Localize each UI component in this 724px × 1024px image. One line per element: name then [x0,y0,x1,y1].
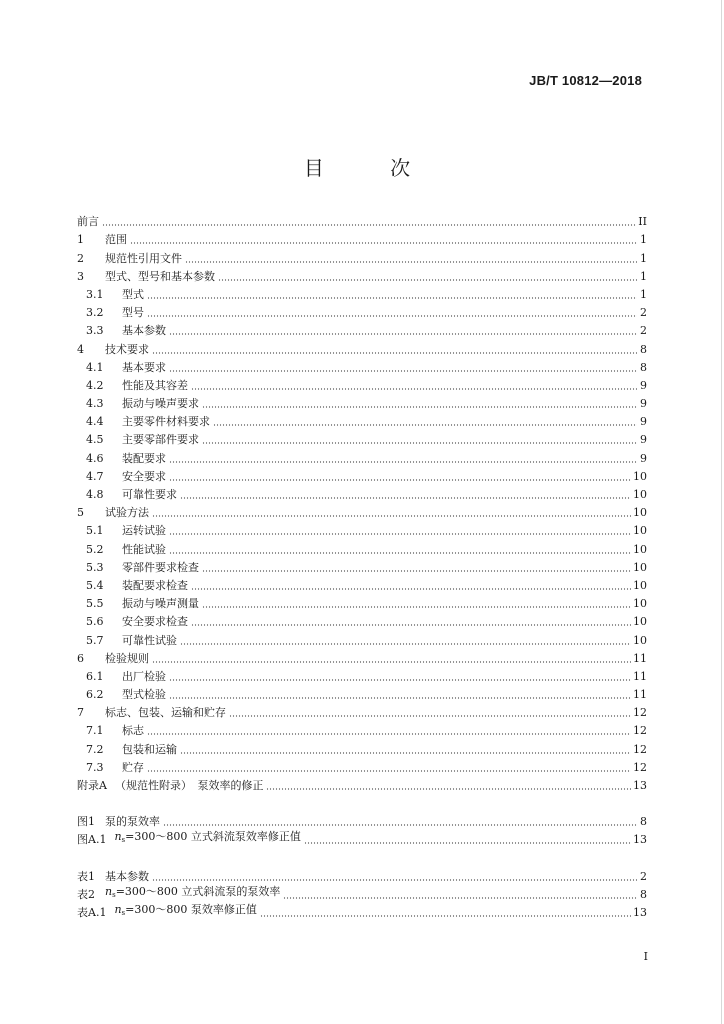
entry-number: 图A.1 [77,833,107,847]
entry-title: 振动与噪声测量 [122,597,199,611]
entry-title: 型式检验 [122,688,166,702]
toc-table-entries [77,864,647,919]
toc-entry[interactable] [77,374,647,392]
dot-leader [152,344,637,354]
entry-page-number: 2 [640,306,647,320]
entry-number: 1 [77,233,84,247]
table-entry[interactable] [77,883,647,901]
toc-entry[interactable] [77,446,647,464]
dot-leader [147,307,637,317]
standard-number: JB/T 10812—2018 [529,73,642,88]
entry-page-number: 11 [633,651,647,665]
entry-page-number: 1 [640,233,647,247]
entry-title [114,904,257,919]
toc-entry[interactable] [77,428,647,446]
toc-spacer [77,846,647,864]
entry-title-text: =300～800 立式斜流泵效率修正值 [125,830,301,844]
entry-title: 贮存 [122,760,144,774]
entry-page-number: 9 [640,378,647,392]
entry-title: 可靠性试验 [122,633,177,647]
entry-symbol: n [105,884,113,898]
entry-page-number: 10 [633,506,647,520]
toc-entry[interactable] [77,610,647,628]
toc-main-entries [77,210,647,792]
entry-page-number: 9 [640,397,647,411]
entry-page-number: 13 [633,905,647,919]
entry-page-number: 10 [633,633,647,647]
entry-page-number: II [638,215,647,229]
toc-entry[interactable] [77,337,647,355]
table-entry[interactable] [77,901,647,919]
entry-page-number: 10 [633,597,647,611]
toc-entry[interactable] [77,737,647,755]
entry-title: 装配要求检查 [122,578,188,592]
page-number: I [643,950,648,963]
dot-leader [191,616,631,626]
entry-page-number: 10 [633,524,647,538]
entry-page-number: 12 [633,760,647,774]
entry-title: 型式 [122,287,144,301]
toc-entry[interactable] [77,465,647,483]
entry-title: 范围 [105,233,127,247]
dot-leader [191,380,637,390]
entry-title: 型式、型号和基本参数 [105,269,215,283]
entry-title: 基本参数 [105,869,149,883]
entry-page-number: 9 [640,415,647,429]
toc-figure-entries [77,810,647,846]
entry-page-number: 12 [633,706,647,720]
dot-leader [180,744,631,754]
entry-title: 振动与噪声要求 [122,397,199,411]
dot-leader [147,289,637,299]
entry-title: 性能试验 [122,542,166,556]
dot-leader [152,507,631,517]
dot-leader [202,598,631,608]
dot-leader [130,234,637,244]
entry-number: 2 [77,251,84,265]
toc-entry[interactable] [77,319,647,337]
toc-entry[interactable] [77,774,647,792]
entry-page-number: 10 [633,578,647,592]
entry-number: 3.1 [86,287,104,301]
entry-page-number: 10 [633,469,647,483]
entry-symbol: n [114,830,122,844]
entry-title: 安全要求 [122,469,166,483]
entry-number: 4 [77,342,84,356]
entry-page-number: 10 [633,615,647,629]
entry-title: 前言 [77,215,99,229]
entry-title: 零部件要求检查 [122,560,199,574]
dot-leader [202,398,637,408]
entry-title: 主要零部件要求 [122,433,199,447]
entry-number: 4.1 [86,360,104,374]
entry-title: 技术要求 [105,342,149,356]
toc-entry[interactable] [77,719,647,737]
toc-entry[interactable] [77,392,647,410]
entry-number: 4.4 [86,415,104,429]
dot-leader [169,325,637,335]
entry-number: 5.5 [86,597,104,611]
dot-leader [169,525,631,535]
entry-page-number: 1 [640,269,647,283]
entry-number: 表1 [77,869,95,883]
entry-page-number: 12 [633,742,647,756]
dot-leader [169,671,631,681]
entry-title [114,831,301,846]
entry-title: 试验方法 [105,506,149,520]
entry-page-number: 8 [640,815,647,829]
dot-leader [180,635,631,645]
entry-number: 5.7 [86,633,104,647]
entry-number: 3.3 [86,324,104,338]
toc-entry[interactable] [77,537,647,555]
entry-page-number: 8 [640,360,647,374]
dot-leader [180,489,631,499]
table-of-contents [77,210,647,919]
entry-page-number: 8 [640,887,647,901]
entry-page-number: 11 [633,688,647,702]
entry-number: 6.1 [86,669,104,683]
entry-symbol-subscript: s [121,908,126,917]
toc-entry[interactable] [77,683,647,701]
dot-leader [169,689,631,699]
entry-title: 基本参数 [122,324,166,338]
toc-entry[interactable] [77,301,647,319]
entry-number: 图1 [77,815,95,829]
dot-leader [218,271,637,281]
dot-leader [163,816,637,826]
entry-title: 主要零件材料要求 [122,415,210,429]
figure-entry[interactable] [77,828,647,846]
entry-number: 附录A [77,779,107,792]
entry-number: 4.5 [86,433,104,447]
dot-leader [191,580,631,590]
toc-entry[interactable] [77,410,647,428]
toc-entry[interactable] [77,501,647,519]
toc-entry[interactable] [77,283,647,301]
entry-page-number: 2 [640,324,647,338]
toc-entry[interactable] [77,574,647,592]
toc-spacer [77,792,647,810]
toc-entry[interactable] [77,519,647,537]
entry-number: 3.2 [86,306,104,320]
entry-title: 包装和运输 [122,742,177,756]
toc-entry[interactable] [77,665,647,683]
toc-entry[interactable] [77,228,647,246]
entry-number: 7 [77,706,84,720]
entry-title: 标志、包装、运输和贮存 [105,706,226,720]
entry-number: 5.2 [86,542,104,556]
dot-leader [152,653,631,663]
entry-symbol: n [114,902,122,916]
entry-title-text: =300～800 泵效率修正值 [125,902,257,916]
entry-number: 5.4 [86,578,104,592]
entry-title: 检验规则 [105,651,149,665]
toc-entry[interactable] [77,356,647,374]
dot-leader [147,762,631,772]
dot-leader [260,907,631,917]
dot-leader [266,780,631,790]
entry-title: 出厂检验 [122,669,166,683]
entry-title: 型号 [122,306,144,320]
toc-title: 目 次 [303,156,441,180]
entry-page-number: 11 [633,669,647,683]
entry-title: 泵的泵效率 [105,815,160,829]
entry-title: 装配要求 [122,451,166,465]
entry-number: 表A.1 [77,905,107,919]
entry-title: 安全要求检查 [122,615,188,629]
entry-number: 7.2 [86,742,104,756]
entry-number: 4.7 [86,469,104,483]
toc-entry[interactable] [77,756,647,774]
entry-page-number: 1 [640,251,647,265]
dot-leader [169,471,631,481]
entry-number: 6 [77,651,84,665]
dot-leader [185,253,637,263]
dot-leader [102,216,636,226]
dot-leader [202,434,637,444]
toc-entry[interactable] [77,556,647,574]
entry-number: 4.2 [86,378,104,392]
dot-leader [152,871,637,881]
entry-number: 表2 [77,887,95,901]
entry-number: 7.3 [86,760,104,774]
entry-title: 规范性引用文件 [105,251,182,265]
entry-page-number: 13 [633,779,647,792]
toc-entry[interactable] [77,592,647,610]
entry-title: 可靠性要求 [122,488,177,501]
entry-title: （规范性附录） 泵效率的修正 [114,779,264,792]
dot-leader [147,725,631,735]
entry-number: 5 [77,506,84,520]
toc-entry[interactable] [77,210,647,228]
entry-page-number: 2 [640,869,647,883]
entry-page-number: 10 [633,560,647,574]
entry-number: 7.1 [86,724,104,738]
entry-symbol-subscript: s [121,836,126,845]
toc-entry[interactable] [77,628,647,646]
dot-leader [169,453,637,463]
entry-page-number: 13 [633,833,647,847]
toc-entry[interactable] [77,483,647,501]
entry-page-number: 1 [640,287,647,301]
entry-title-text: =300～800 立式斜流泵的泵效率 [115,884,281,898]
entry-number: 5.1 [86,524,104,538]
entry-title: 标志 [122,724,144,738]
dot-leader [169,362,637,372]
entry-title: 运转试验 [122,524,166,538]
dot-leader [283,889,637,899]
dot-leader [202,562,631,572]
table-entry[interactable] [77,864,647,882]
dot-leader [213,416,637,426]
dot-leader [229,707,631,717]
entry-page-number: 10 [633,488,647,501]
toc-entry[interactable] [77,701,647,719]
toc-entry[interactable] [77,246,647,264]
entry-number: 4.6 [86,451,104,465]
entry-number: 5.3 [86,560,104,574]
entry-page-number: 9 [640,433,647,447]
entry-page-number: 12 [633,724,647,738]
dot-leader [169,544,631,554]
entry-page-number: 10 [633,542,647,556]
entry-page-number: 9 [640,451,647,465]
entry-title: 基本要求 [122,360,166,374]
toc-entry[interactable] [77,265,647,283]
figure-entry[interactable] [77,810,647,828]
entry-number: 4.3 [86,397,104,411]
entry-number: 3 [77,269,84,283]
entry-page-number: 8 [640,342,647,356]
dot-leader [304,834,631,844]
entry-number: 6.2 [86,688,104,702]
entry-symbol-subscript: s [112,890,116,899]
toc-entry[interactable] [77,647,647,665]
entry-title: 性能及其容差 [122,378,188,392]
entry-number: 5.6 [86,615,104,629]
entry-number: 4.8 [86,488,104,501]
entry-title [105,886,281,901]
